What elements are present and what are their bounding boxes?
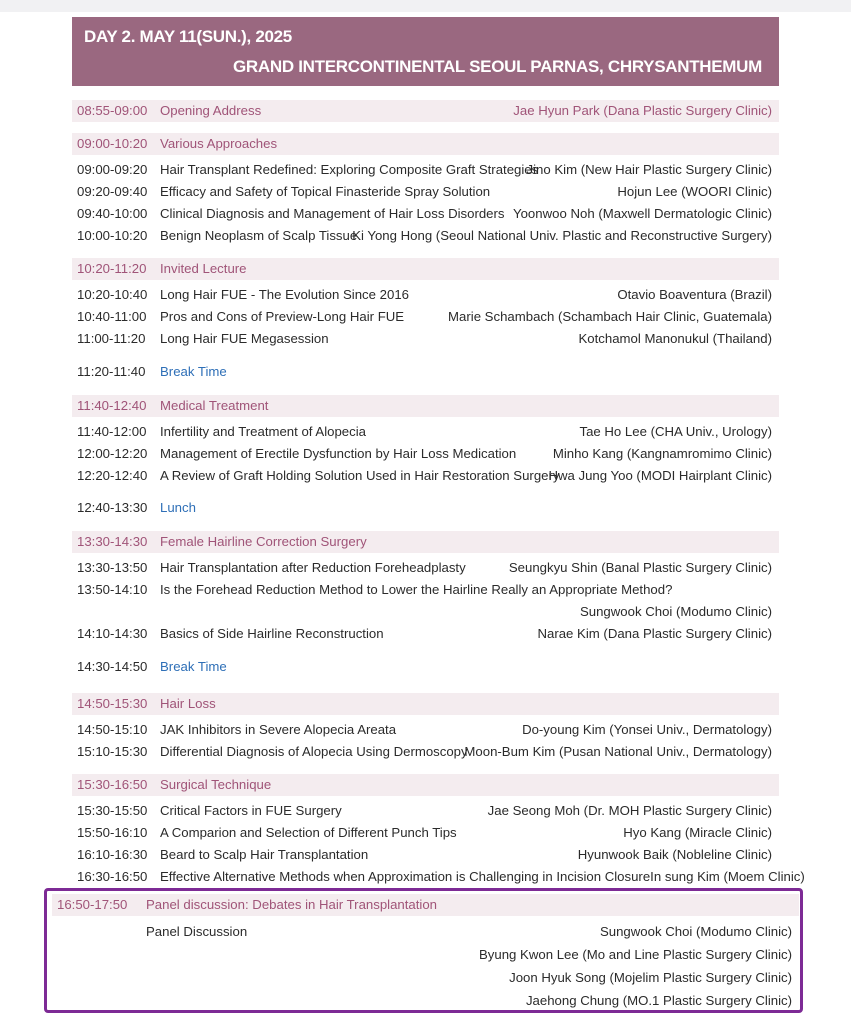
talk-row: [72, 557, 779, 579]
talk-row: [72, 465, 779, 487]
talk-time: 12:00-12:20: [77, 446, 148, 461]
session-speaker: Jae Hyun Park (Dana Plastic Surgery Clinic): [513, 103, 772, 118]
talk-time: 09:00-09:20: [77, 162, 148, 177]
venue-title: GRAND INTERCONTINENTAL SEOUL PARNAS, CHRYSANTHEMUM: [232, 57, 762, 76]
talk-time: 15:50-16:10: [77, 825, 148, 840]
talk-title: Critical Factors in FUE Surgery: [160, 803, 342, 818]
panel-label: Panel Discussion: [146, 924, 248, 939]
session-header: [72, 258, 779, 280]
talk-title: Pros and Cons of Preview-Long Hair FUE: [160, 309, 405, 324]
talk-row: [72, 741, 779, 763]
session-header: [72, 531, 779, 553]
talk-time: 16:30-16:50: [77, 869, 148, 884]
talk-speaker-row: [72, 601, 779, 623]
talk-row: [72, 866, 805, 888]
talk-time: 09:20-09:40: [77, 184, 148, 199]
session-time: 15:30-16:50: [77, 777, 148, 792]
talk-row: [72, 203, 779, 225]
session-time: 08:55-09:00: [77, 103, 148, 118]
session-title: Invited Lecture: [160, 261, 247, 276]
talk-time: 09:40-10:00: [77, 206, 148, 221]
talk-title: Basics of Side Hairline Reconstruction: [160, 626, 384, 641]
talk-time: 14:50-15:10: [77, 722, 148, 737]
talk-row: [72, 306, 779, 328]
talk-speaker: Sungwook Choi (Modumo Clinic): [579, 604, 772, 619]
talk-speaker: Marie Schambach (Schambach Hair Clinic, Guatemala): [448, 309, 772, 324]
talk-row: [72, 159, 779, 181]
session-time: 14:50-15:30: [77, 696, 148, 711]
panel-speaker: Jaehong Chung (MO.1 Plastic Surgery Clinic): [525, 993, 792, 1008]
talk-speaker: Tae Ho Lee (CHA Univ., Urology): [579, 424, 772, 439]
break-time: 14:30-14:50: [77, 659, 148, 674]
talk-time: 13:30-13:50: [77, 560, 148, 575]
talk-row: [72, 822, 779, 844]
talk-speaker: Narae Kim (Dana Plastic Surgery Clinic): [537, 626, 772, 641]
top-border: [0, 0, 851, 12]
session-header: [72, 133, 779, 155]
talk-row: [72, 844, 779, 866]
talk-speaker: Hyo Kang (Miracle Clinic): [623, 825, 772, 840]
session-opening: [72, 100, 779, 122]
talk-title: Hair Transplantation after Reduction Foreheadplasty: [160, 560, 466, 575]
session-header: [72, 693, 779, 715]
talk-time: 10:00-10:20: [77, 228, 148, 243]
talk-title: Infertility and Treatment of Alopecia: [160, 424, 366, 439]
talk-row: [72, 719, 779, 741]
lunch-row: [72, 497, 779, 519]
talk-title: A Comparion and Selection of Different Punch Tips: [160, 825, 457, 840]
session-title: Various Approaches: [160, 136, 278, 151]
panel-time: 16:50-17:50: [57, 897, 128, 912]
talk-speaker: Jae Seong Moh (Dr. MOH Plastic Surgery Clinic): [487, 803, 772, 818]
talk-title: Beard to Scalp Hair Transplantation: [160, 847, 369, 862]
talk-title: Hair Transplant Redefined: Exploring Composite Graft Strategies: [160, 162, 539, 177]
session-time: 10:20-11:20: [77, 261, 147, 276]
talk-row: [72, 579, 779, 601]
talk-title: A Review of Graft Holding Solution Used in Hair Restoration Surgery: [160, 468, 560, 483]
talk-title: Differential Diagnosis of Alopecia Using Dermoscopy: [160, 744, 468, 759]
talk-time: 11:40-12:00: [77, 424, 147, 439]
panel-title: Panel discussion: Debates in Hair Transplantation: [146, 897, 438, 912]
panel-speaker: Joon Hyuk Song (Mojelim Plastic Surgery Clinic): [509, 970, 792, 985]
talk-title: Efficacy and Safety of Topical Finasteride Spray Solution: [160, 184, 491, 199]
talk-speaker: Seungkyu Shin (Banal Plastic Surgery Clinic): [508, 560, 772, 575]
talk-row: [72, 800, 779, 822]
talk-time: 11:00-11:20: [77, 331, 146, 346]
talk-time: 10:40-11:00: [77, 309, 147, 324]
break-row: [72, 361, 779, 383]
talk-time: 16:10-16:30: [77, 847, 148, 862]
panel-highlight-box: [44, 888, 803, 1013]
talk-speaker: Moon-Bum Kim (Pusan National Univ., Dermatology): [464, 744, 772, 759]
day-title: DAY 2. MAY 11(SUN.), 2025: [84, 27, 292, 46]
talk-title: Long Hair FUE Megasession: [160, 331, 329, 346]
session-time: 09:00-10:20: [77, 136, 148, 151]
talk-speaker: Otavio Boaventura (Brazil): [617, 287, 772, 302]
talk-time: 15:10-15:30: [77, 744, 148, 759]
talk-speaker: Hwa Jung Yoo (MODI Hairplant Clinic): [548, 468, 772, 483]
talk-speaker: Do-young Kim (Yonsei Univ., Dermatology): [522, 722, 772, 737]
talk-speaker: Kotchamol Manonukul (Thailand): [578, 331, 772, 346]
session-time: 13:30-14:30: [77, 534, 148, 549]
day-header: [72, 17, 779, 86]
session-title: Opening Address: [160, 103, 262, 118]
break-time: 11:20-11:40: [77, 364, 146, 379]
talk-title: Clinical Diagnosis and Management of Hair Loss Disorders: [160, 206, 505, 221]
talk-row: [72, 284, 779, 306]
break-label: Break Time: [160, 364, 227, 379]
talk-title: Effective Alternative Methods when Approximation is Challenging in Incision ClosureIn sung Kim (Moem Clinic): [160, 869, 805, 884]
talk-row: [72, 623, 779, 645]
talk-title: JAK Inhibitors in Severe Alopecia Areata: [160, 722, 397, 737]
talk-speaker: Minho Kang (Kangnamromimo Clinic): [552, 446, 772, 461]
session-title: Hair Loss: [160, 696, 216, 711]
break-label: Break Time: [160, 659, 227, 674]
session-header: [72, 774, 779, 796]
talk-row: [72, 181, 779, 203]
lunch-label: Lunch: [160, 500, 196, 515]
talk-speaker: Hyunwook Baik (Nobleline Clinic): [577, 847, 772, 862]
talk-time: 13:50-14:10: [77, 582, 148, 597]
talk-time: 14:10-14:30: [77, 626, 148, 641]
talk-speaker: Jino Kim (New Hair Plastic Surgery Clinic): [526, 162, 772, 177]
talk-speaker: Yoonwoo Noh (Maxwell Dermatologic Clinic): [513, 206, 772, 221]
session-time: 11:40-12:40: [77, 398, 147, 413]
talk-row: [72, 421, 779, 443]
talk-row: [72, 328, 779, 350]
talk-title: Long Hair FUE - The Evolution Since 2016: [160, 287, 409, 302]
panel-speaker: Sungwook Choi (Modumo Clinic): [599, 924, 792, 939]
panel-speaker: Byung Kwon Lee (Mo and Line Plastic Surgery Clinic): [479, 947, 792, 962]
talk-time: 10:20-10:40: [77, 287, 148, 302]
break-row: [72, 656, 779, 678]
session-title: Female Hairline Correction Surgery: [160, 534, 367, 549]
session-title: Medical Treatment: [160, 398, 269, 413]
session-title: Surgical Technique: [160, 777, 272, 792]
talk-time: 15:30-15:50: [77, 803, 148, 818]
talk-row: [72, 443, 779, 465]
lunch-time: 12:40-13:30: [77, 500, 148, 515]
talk-title: Management of Erectile Dysfunction by Hair Loss Medication: [160, 446, 517, 461]
talk-speaker: Ki Yong Hong (Seoul National Univ. Plastic and Reconstructive Surgery): [352, 228, 772, 243]
session-header: [72, 395, 779, 417]
talk-title: Benign Neoplasm of Scalp Tissue: [160, 228, 358, 243]
talk-title: Is the Forehead Reduction Method to Lower the Hairline Really an Appropriate Method?: [160, 582, 673, 597]
talk-row: [72, 225, 779, 247]
talk-speaker: Hojun Lee (WOORI Clinic): [617, 184, 772, 199]
talk-time: 12:20-12:40: [77, 468, 148, 483]
